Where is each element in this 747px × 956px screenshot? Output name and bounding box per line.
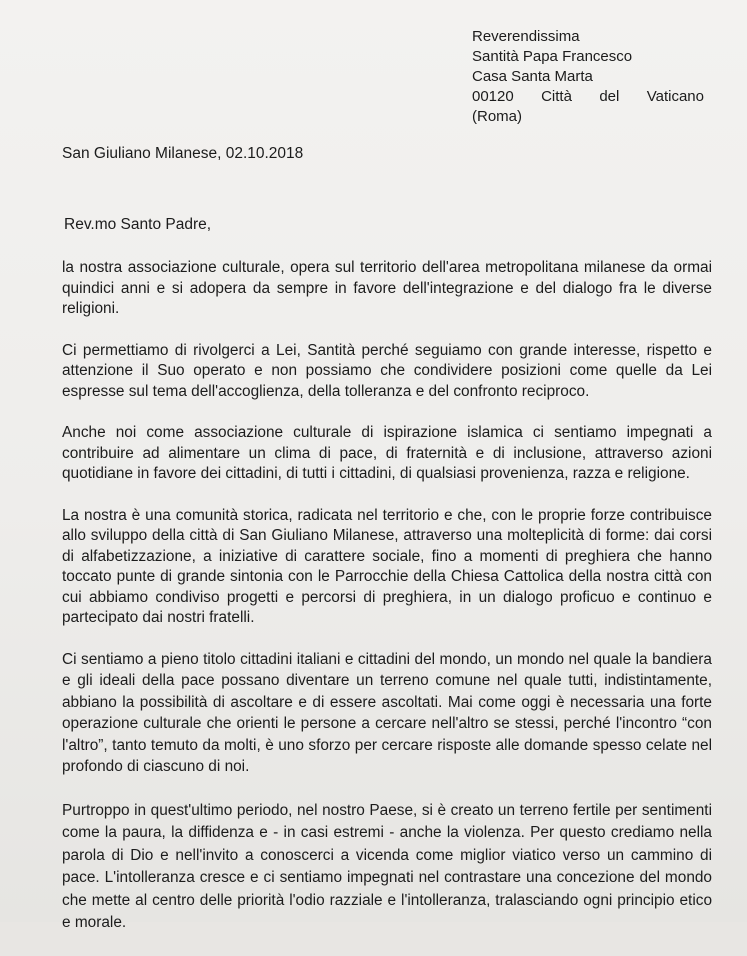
postal-code: 00120 (472, 88, 514, 105)
body-paragraph: Ci permettiamo di rivolgerci a Lei, Santità perché seguiamo con grande interesse, rispetto e attenzione il Suo operato e non possiamo che condividere posizioni come quelle da Lei espresse sul tema dell'accoglienza, della tolleranza e del confronto reciproco. (62, 341, 712, 400)
city-word: Vaticano (646, 88, 704, 105)
addressee-line: Casa Santa Marta (472, 68, 593, 85)
body-paragraph: Ci sentiamo a pieno titolo cittadini italiani e cittadini del mondo, un mondo nel quale la bandiera e gli ideali della pace possano diventare un terreno comune nel quale tutti, indistintamente, abbiano la possibilità di ascoltare e di essere ascoltati. Mai come oggi è necessaria una forte operazione culturale che orienti le persone a cercare nell'altro se stessi, perché l'incontro “con l'altro”, tanto temuto da molti, è uno sforzo per cercare risposte alle domande spesso celate nel profondo di ciascuno di noi. (62, 650, 712, 775)
city-word: Città (541, 88, 572, 105)
addressee-line: (Roma) (472, 108, 523, 125)
body-paragraph: Purtroppo in quest'ultimo periodo, nel nostro Paese, si è creato un terreno fertile per sentimenti come la paura, la diffidenza e - in casi estremi - anche la violenza. Per questo crediamo nella parola di Dio e nell'invito a conoscerci a vicenda come miglior viatico verso un cammino di pace. L'intolleranza cresce e ci sentiamo impegnati nel contrastare una concezione del mondo che mette al centro delle priorità l'odio razziale e l'intolleranza, tralasciando ogni principio etico e morale. (62, 801, 712, 931)
addressee-line: Santità Papa Francesco (472, 48, 633, 65)
city-word: del (599, 88, 620, 105)
letter-date: San Giuliano Milanese, 02.10.2018 (62, 145, 304, 162)
salutation: Rev.mo Santo Padre, (64, 216, 212, 233)
addressee-city-line (472, 87, 704, 107)
body-paragraph: Anche noi come associazione culturale di ispirazione islamica ci sentiamo impegnati a contribuire ad alimentare un clima di pace, di fraternità e di inclusione, attraverso azioni quotidiane in favore dei cittadini, di tutti i cittadini, di qualsiasi provenienza, razza e religione. (62, 424, 712, 482)
addressee-block (472, 27, 704, 127)
addressee-line: Reverendissima (472, 28, 580, 45)
body-paragraph: La nostra è una comunità storica, radicata nel territorio e che, con le proprie forze contribuisce allo sviluppo della città di San Giuliano Milanese, attraverso una molteplicità di forme: dai corsi di alfabetizzazione, a iniziative di carattere sociale, fino a momenti di preghiera che hanno toccato punte di grande sintonia con le Parrocchie della Chiesa Cattolica della nostra città con cui abbiamo condiviso progetti e percorsi di preghiera, in un dialogo proficuo e continuo e partecipato dai nostri fratelli. (62, 506, 712, 626)
letter-body (62, 258, 712, 956)
body-paragraph: la nostra associazione culturale, opera sul territorio dell'area metropolitana milanese da ormai quindici anni e si adopera da sempre in favore dell'integrazione e del dialogo fra le diverse religioni. (62, 259, 712, 317)
